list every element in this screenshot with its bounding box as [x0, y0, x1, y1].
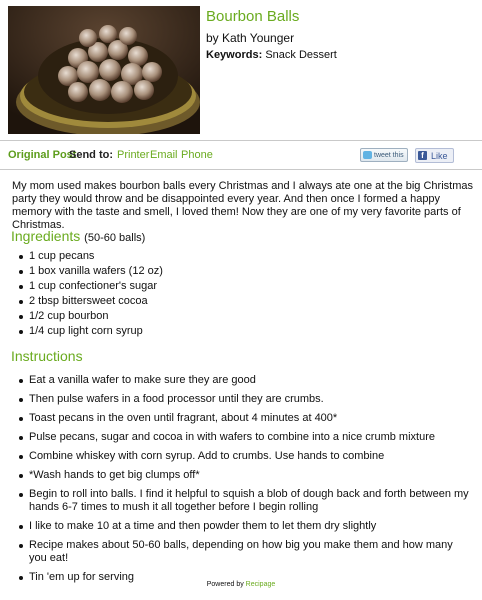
send-to-label: Send to: [69, 149, 113, 161]
ingredient-item: 2 tbsp bittersweet cocoa [19, 294, 163, 309]
original-post-link[interactable]: Original Post [8, 149, 77, 161]
ingredient-item: 1 box vanilla wafers (12 oz) [19, 264, 163, 279]
twitter-icon [363, 151, 372, 159]
instruction-step: Begin to roll into balls. I find it helpful to squish a blob of dough back and forth between my hands 6-7 times to mush it all together before I begin rolling [19, 488, 471, 514]
instruction-step: I like to make 10 at a time and then powder them to let them dry slightly [19, 520, 471, 533]
recipe-intro: My mom used makes bourbon balls every Christmas and I always ate one at the big Christmas party they would throw and be disappointed every year. And then once I formed a happy memory with the taste and smell, I loved them! Now they are one of my very favorite parts of Christmas. [12, 180, 473, 231]
email-link[interactable]: Email [150, 149, 178, 161]
ingredient-item: 1/2 cup bourbon [19, 309, 163, 324]
instruction-step: *Wash hands to get big clumps off* [19, 469, 471, 482]
instruction-step: Toast pecans in the oven until fragrant, about 4 minutes at 400* [19, 412, 471, 425]
ingredient-item: 1 cup confectioner's sugar [19, 279, 163, 294]
instructions-list [19, 374, 471, 590]
facebook-icon: f [418, 151, 427, 160]
ingredients-heading [11, 228, 145, 246]
ingredients-yield: (50-60 balls) [84, 232, 146, 244]
instruction-step: Then pulse wafers in a food processor until they are crumbs. [19, 393, 471, 406]
instruction-step: Eat a vanilla wafer to make sure they are good [19, 374, 471, 387]
ingredient-item: 1/4 cup light corn syrup [19, 324, 163, 339]
instruction-step: Recipe makes about 50-60 balls, depending on how big you make them and how many you eat! [19, 539, 471, 565]
recipage-link[interactable]: Recipage [245, 581, 276, 588]
powered-by-label: Powered by [206, 581, 244, 588]
like-label: Like [431, 151, 448, 161]
recipe-keywords [206, 49, 476, 62]
keywords-value: Snack Dessert [265, 49, 337, 61]
facebook-like-button[interactable] [415, 148, 454, 163]
tweet-label: tweet this [374, 152, 404, 159]
tweet-button[interactable] [360, 148, 408, 162]
keywords-label: Keywords: [206, 49, 263, 61]
recipe-title: Bourbon Balls [206, 8, 300, 25]
recipe-photo [8, 6, 200, 134]
phone-link[interactable]: Phone [181, 149, 213, 161]
instruction-step: Pulse pecans, sugar and cocoa in with wafers to combine into a nice crumb mixture [19, 431, 471, 444]
recipe-header [206, 8, 476, 62]
ingredient-item: 1 cup pecans [19, 249, 163, 264]
instruction-step: Combine whiskey with corn syrup. Add to crumbs. Use hands to combine [19, 450, 471, 463]
instructions-heading: Instructions [11, 348, 83, 364]
printer-link[interactable]: Printer [117, 149, 150, 161]
recipe-author: by Kath Younger [206, 31, 295, 45]
share-bar [0, 140, 482, 170]
instruction-step: Tin 'em up for serving [19, 571, 471, 584]
ingredients-list [19, 249, 163, 339]
ingredients-title: Ingredients [11, 228, 81, 244]
footer [0, 581, 482, 588]
